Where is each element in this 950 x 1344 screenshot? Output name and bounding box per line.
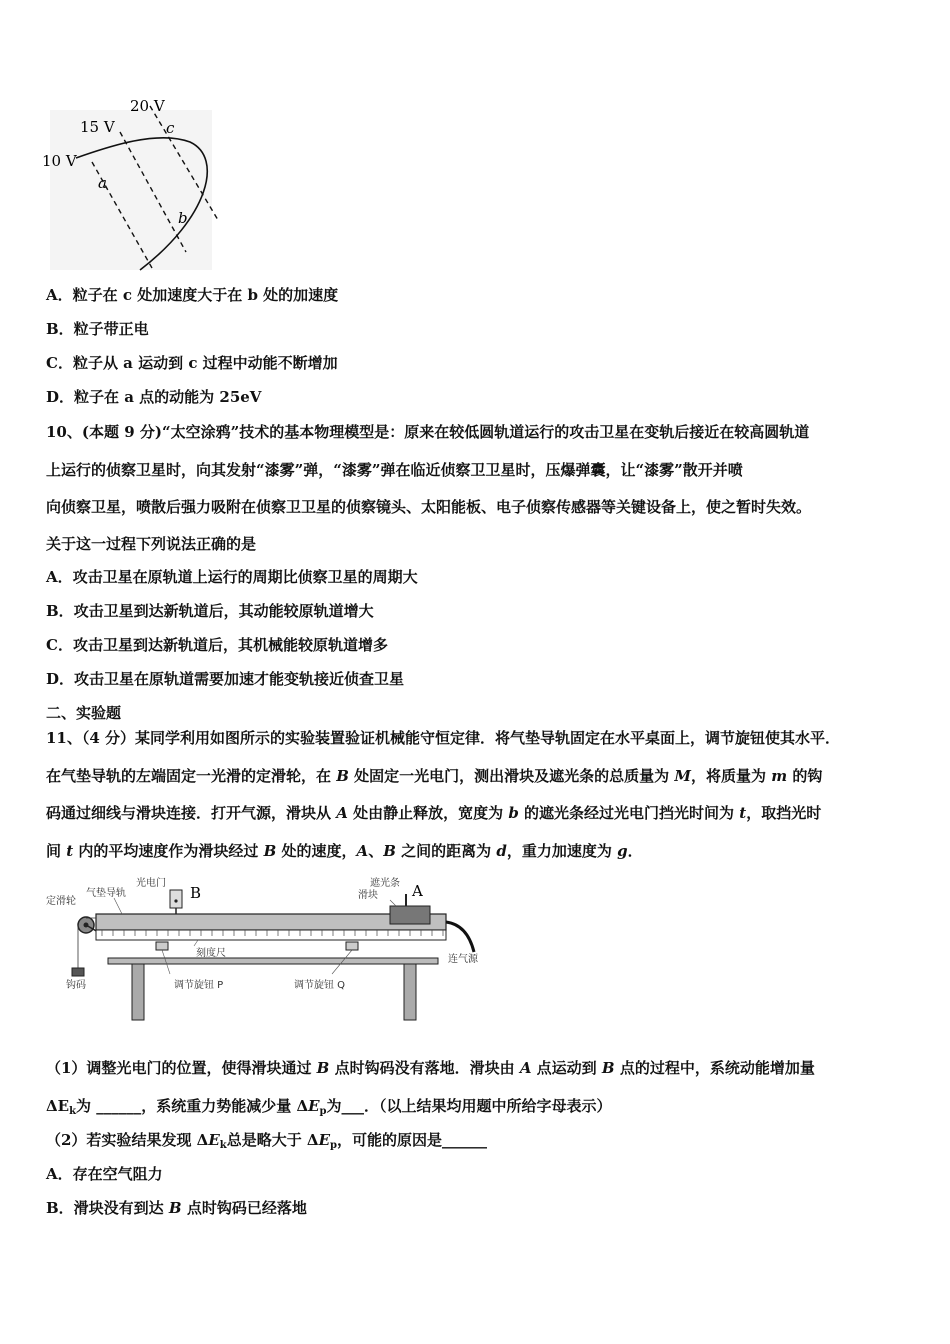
q10-stem-line-4: 关于这一过程下列说法正确的是 [46, 535, 257, 553]
label-15v: 15 V [80, 118, 115, 136]
q9-option-b: B．粒子带正电 [46, 320, 149, 338]
leader-slider [390, 900, 396, 906]
q11-sub1-line-1: （1）调整光电门的位置，使得滑块通过 B 点时钩码没有落地．滑块由 A 点运动到 B 点的过程中，系统动能增加量 [46, 1059, 815, 1077]
q11-stem-line-2: 在气垫导轨的左端固定一光滑的定滑轮，在 B 处固定一光电门，测出滑块及遮光条的总质量为 M，将质量为 m 的钩 [46, 767, 823, 785]
q10-option-d: D．攻击卫星在原轨道需要加速才能变轨接近侦查卫星 [46, 670, 405, 688]
q10-option-c: C．攻击卫星到达新轨道后，其机械能较原轨道增多 [46, 636, 388, 654]
leader-scale [194, 940, 198, 946]
label-pulley: 定滑轮 [46, 896, 76, 907]
label-photogate: 光电门 [136, 878, 166, 889]
table-top [108, 958, 438, 964]
q11-option-b: B．滑块没有到达 B 点时钩码已经落地 [46, 1199, 307, 1217]
label-air-source: 连气源 [448, 954, 478, 965]
q11-stem-line-1: 11、（4 分）某同学利用如图所示的实验装置验证机械能守恒定律．将气垫导轨固定在水平桌面上，调节旋钮使其水平． [46, 729, 841, 747]
air-track-apparatus-figure [44, 874, 484, 1026]
q11-stem-line-3: 码通过细线与滑块连接．打开气源，滑块从 A 处由静止释放，宽度为 b 的遮光条经过光电门挡光时间为 t，取挡光时 [46, 804, 822, 822]
knob-p-icon [156, 942, 168, 950]
label-knob-q: 调节旋钮 Q [294, 980, 346, 991]
equipotential-figure [40, 92, 230, 274]
table-leg-left [132, 964, 144, 1020]
q10-stem-line-2: 上运行的侦察卫星时，向其发射“漆雾”弹，“漆雾”弹在临近侦察卫卫星时，压爆弹囊，让“漆雾”散开并喷 [46, 461, 743, 479]
label-10v: 10 V [42, 152, 77, 170]
label-shading-strip: 遮光条 [370, 878, 400, 889]
q11-sub1-line-2: $\Delta E_k$为 ______，系统重力势能减少量 $\Delta E_p$为___．（以上结果均用题中所给字母表示） [46, 1097, 612, 1117]
q9-option-d: D．粒子在 a 点的动能为 25eV [46, 388, 262, 406]
point-c-label: c [166, 119, 175, 137]
scale-ruler [96, 930, 446, 940]
label-weight: 钩码 [66, 980, 86, 991]
q10-stem-line-3: 向侦察卫星，喷散后强力吸附在侦察卫卫星的侦察镜头、太阳能板、电子侦察传感器等关键设备上，使之暂时失效。 [46, 498, 812, 516]
label-scale: 刻度尺 [196, 948, 226, 959]
figure-background [50, 110, 212, 270]
label-20v: 20 V [130, 97, 165, 115]
q9-option-c: C．粒子从 a 运动到 c 过程中动能不断增加 [46, 354, 338, 372]
photogate-dot [174, 899, 177, 902]
slider-block-icon [390, 906, 430, 924]
photogate-icon [170, 890, 182, 908]
q10-option-b: B．攻击卫星到达新轨道后，其动能较原轨道增大 [46, 602, 374, 620]
point-a-label: a [98, 174, 107, 192]
q11-option-a: A．存在空气阻力 [46, 1165, 163, 1183]
label-slider-a: A [412, 882, 423, 900]
section-heading: 二、实验题 [46, 704, 122, 722]
label-air-track: 气垫导轨 [86, 888, 126, 899]
table-leg-right [404, 964, 416, 1020]
point-b-label: b [178, 209, 188, 227]
knob-q-icon [346, 942, 358, 950]
air-hose [446, 922, 474, 952]
q11-stem-line-4: 间 t 内的平均速度作为滑块经过 B 处的速度，A、B 之间的距离为 d，重力加速度为 g． [46, 842, 643, 860]
hanging-weight-icon [72, 968, 84, 976]
leader-track [114, 898, 122, 914]
label-photogate-b: B [190, 884, 202, 902]
q10-option-a: A．攻击卫星在原轨道上运行的周期比侦察卫星的周期大 [46, 568, 418, 586]
q9-option-a: A．粒子在 c 处加速度大于在 b 处的加速度 [46, 286, 339, 304]
q11-sub2: （2）若实验结果发现 $\Delta E_k$总是略大于 $\Delta E_p$，可能的原因是______ [46, 1131, 488, 1151]
label-knob-p: 调节旋钮 P [174, 980, 224, 991]
label-slider: 滑块 [358, 890, 378, 901]
q10-stem-line-1: 10、(本题 9 分)“太空涂鸦”技术的基本物理模型是：原来在较低圆轨道运行的攻击卫星在变轨后接近在较高圆轨道 [46, 423, 810, 441]
